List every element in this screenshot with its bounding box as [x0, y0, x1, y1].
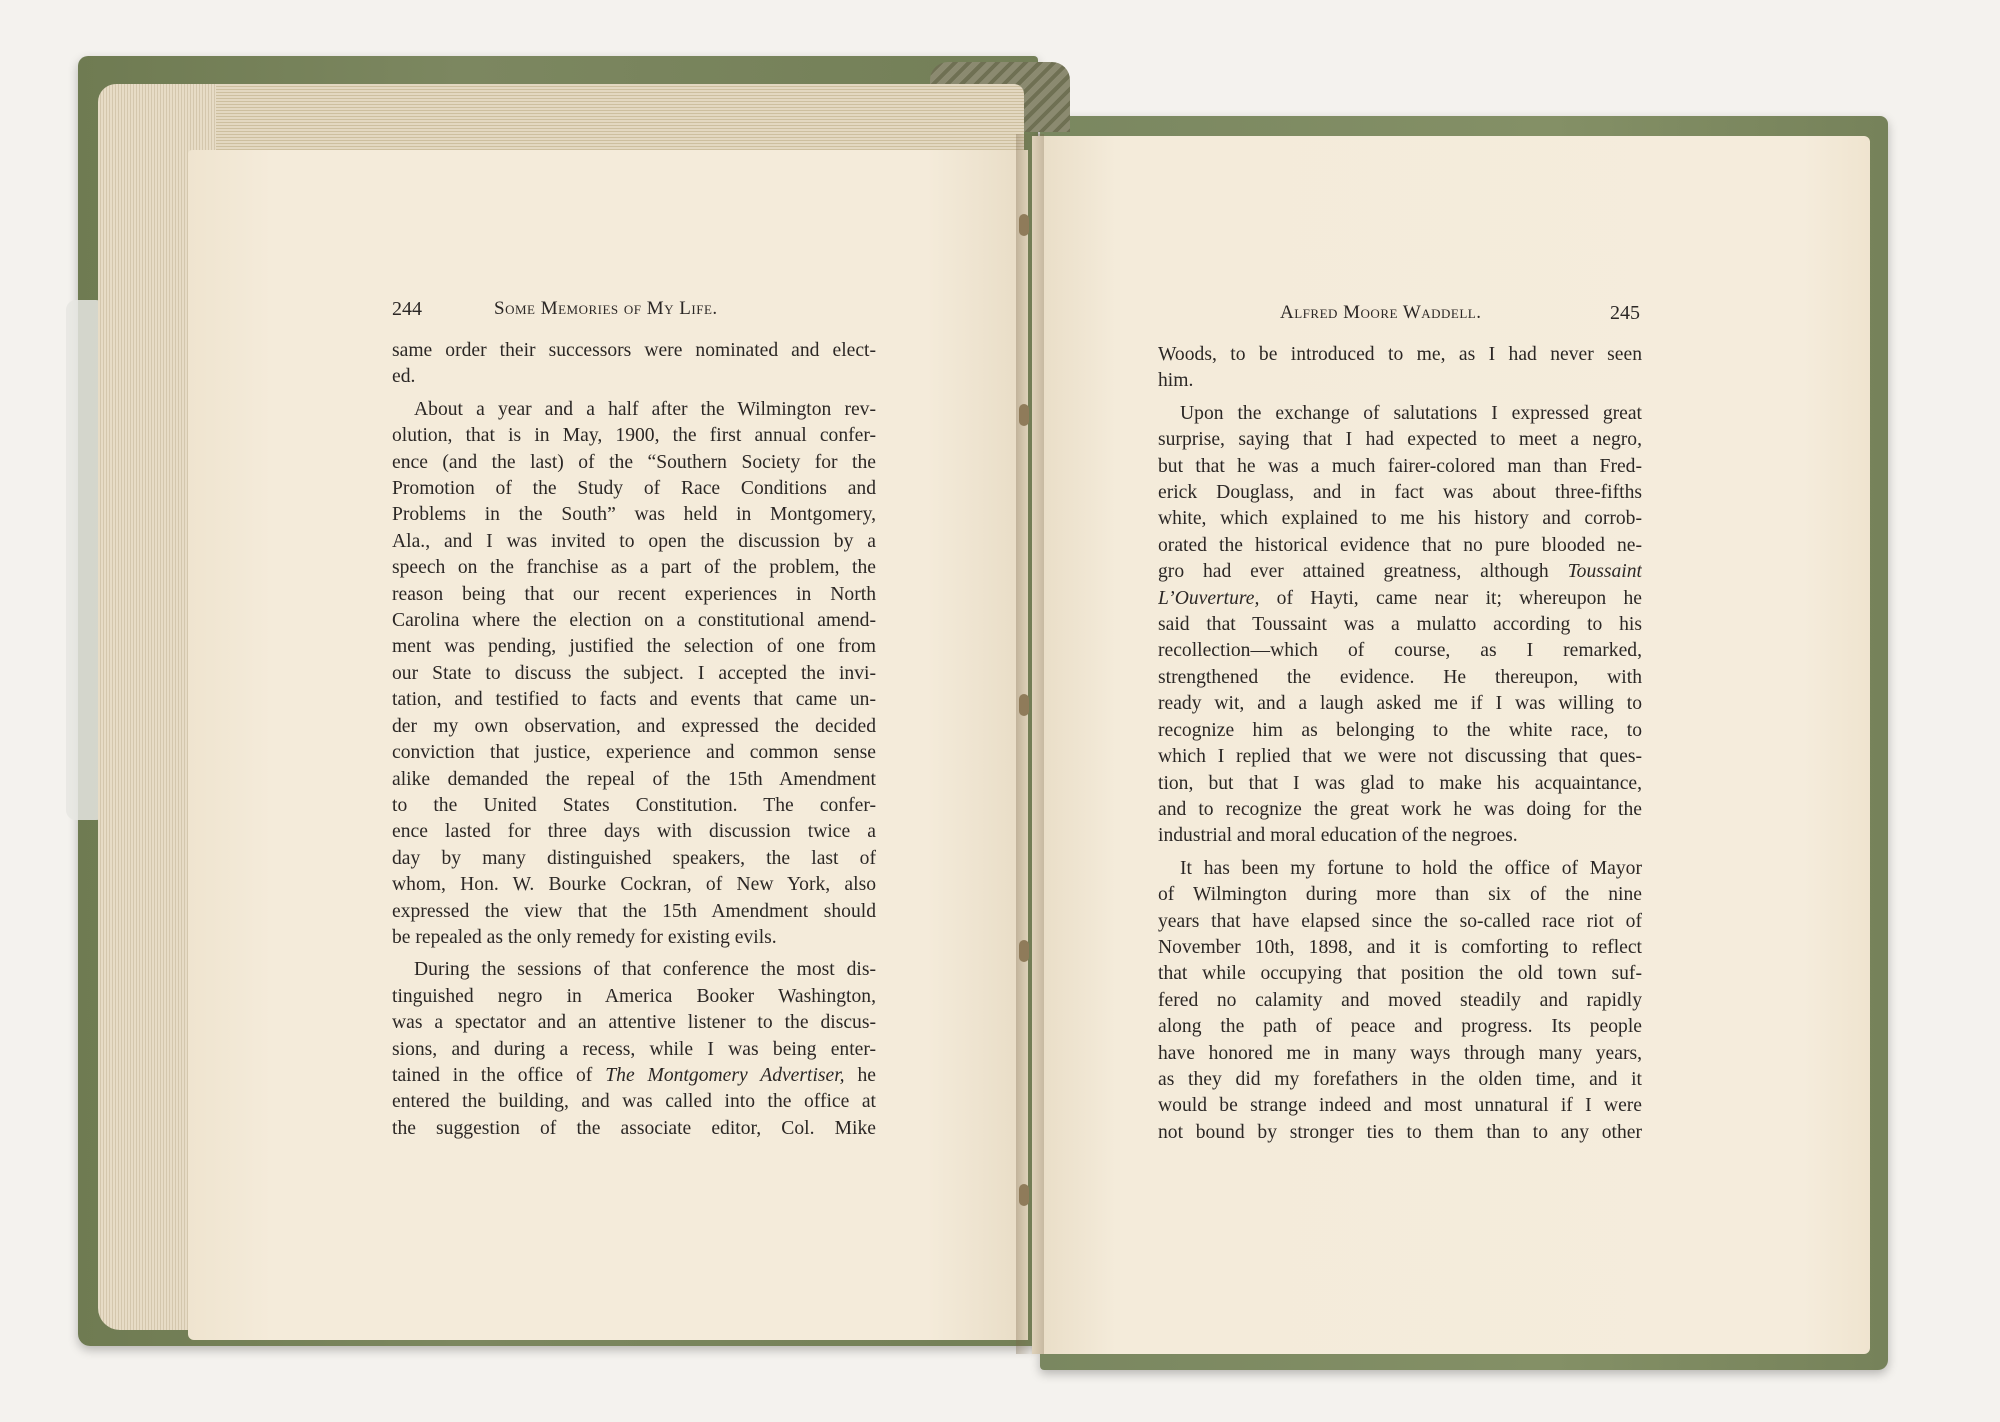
- text-line: fered no calamity and moved steadily and rapidly: [1158, 989, 1642, 1011]
- right-page: [1032, 136, 1870, 1354]
- text-line: years that have elapsed since the so-called race riot of: [1158, 910, 1642, 932]
- italic-title: Toussaint: [1567, 561, 1642, 583]
- text-line: alike demanded the repeal of the 15th Amendment: [392, 768, 876, 790]
- text-line: It has been my fortune to hold the office of Mayor: [1180, 857, 1642, 879]
- text-line: recognize him as belonging to the white race, to: [1158, 719, 1642, 741]
- text-line: erick Douglass, and in fact was about three-fifths: [1158, 482, 1642, 504]
- text-line: During the sessions of that conference the most dis-: [414, 959, 876, 981]
- text-line: not bound by stronger ties to them than to any other: [1158, 1121, 1642, 1143]
- italic-title: L’Ouverture,: [1158, 587, 1260, 609]
- text-line: [1158, 586, 1642, 612]
- text-line: was a spectator and an attentive listener to the discus-: [392, 1012, 876, 1034]
- text-line: tation, and testified to facts and events that came un-: [392, 689, 876, 711]
- text-line: as they did my forefathers in the olden time, and it: [1158, 1068, 1642, 1090]
- italic-title: The Montgomery Advertiser,: [605, 1064, 845, 1086]
- text-line: der my own observation, and expressed the decided: [392, 715, 876, 737]
- text-line: speech on the franchise as a part of the problem, the: [392, 557, 876, 579]
- text-line: ment was pending, justified the selection of one from: [392, 636, 876, 658]
- text-line: November 10th, 1898, and it is comforting to reflect: [1158, 936, 1642, 958]
- text-line: him.: [1158, 370, 1194, 392]
- text-run: tained in the office of: [392, 1064, 606, 1086]
- text-line: orated the historical evidence that no pure blooded ne-: [1158, 534, 1642, 556]
- text-line: tion, but that I was glad to make his acquaintance,: [1158, 772, 1642, 794]
- binding-stitch: [1019, 940, 1029, 962]
- text-line: Carolina where the election on a constitutional amend-: [392, 610, 876, 632]
- text-line: have honored me in many ways through many years,: [1158, 1042, 1642, 1064]
- text-line: whom, Hon. W. Bourke Cockran, of New York, also: [392, 874, 876, 896]
- text-line: of Wilmington during more than six of the nine: [1158, 884, 1642, 906]
- page-number: 245: [1610, 302, 1640, 324]
- text-line: the suggestion of the associate editor, Col. Mike: [392, 1117, 876, 1139]
- text-line: along the path of peace and progress. Its people: [1158, 1016, 1642, 1038]
- text-line: surprise, saying that I had expected to meet a negro,: [1158, 429, 1642, 451]
- text-line: conviction that justice, experience and common sense: [392, 742, 876, 764]
- text-line: Problems in the South” was held in Montgomery,: [392, 504, 876, 526]
- running-head: Alfred Moore Waddell.: [1280, 302, 1482, 323]
- text-line: [1158, 559, 1642, 585]
- text-line: our State to discuss the subject. I accepted the invi-: [392, 662, 876, 684]
- text-line: strengthened the evidence. He thereupon, with: [1158, 666, 1642, 688]
- text-line: ready wit, and a laugh asked me if I was willing to: [1158, 693, 1642, 715]
- text-line: white, which explained to me his history and corrob-: [1158, 508, 1642, 530]
- text-line: industrial and moral education of the negroes.: [1158, 825, 1518, 847]
- text-line: would be strange indeed and most unnatural if I were: [1158, 1095, 1642, 1117]
- binding-stitch: [1019, 214, 1029, 236]
- text-run: gro had ever attained greatness, although: [1158, 561, 1568, 583]
- text-line: be repealed as the only remedy for existing evils.: [392, 926, 777, 948]
- text-line: tinguished negro in America Booker Washington,: [392, 985, 876, 1007]
- text-run: of Hayti, came near it; whereupon he: [1259, 587, 1642, 609]
- text-line: Promotion of the Study of Race Conditions and: [392, 478, 876, 500]
- text-line: sions, and during a recess, while I was being enter-: [392, 1038, 876, 1060]
- text-line: same order their successors were nominated and elect-: [392, 340, 876, 361]
- page-number: 244: [392, 298, 422, 320]
- text-line: reason being that our recent experiences in North: [392, 583, 876, 605]
- text-line: said that Toussaint was a mulatto according to his: [1158, 614, 1642, 636]
- text-line: day by many distinguished speakers, the last of: [392, 847, 876, 869]
- text-line: to the United States Constitution. The confer-: [392, 794, 876, 816]
- text-line: ence lasted for three days with discussion twice a: [392, 821, 876, 843]
- left-page: [188, 150, 1028, 1340]
- text-line: [392, 1063, 876, 1089]
- text-line: expressed the view that the 15th Amendment should: [392, 900, 876, 922]
- body-text: [392, 338, 876, 1142]
- text-line: but that he was a much fairer-colored man than Fred-: [1158, 455, 1642, 477]
- text-line: Upon the exchange of salutations I expressed great: [1180, 402, 1642, 424]
- binding-stitch: [1019, 694, 1029, 716]
- text-line: ed.: [392, 366, 416, 388]
- running-head: Some Memories of My Life.: [494, 298, 718, 319]
- binding-stitch: [1019, 404, 1029, 426]
- text-run: he: [844, 1064, 876, 1086]
- text-line: that while occupying that position the old town suf-: [1158, 963, 1642, 985]
- text-line: Ala., and I was invited to open the discussion by a: [392, 530, 876, 552]
- text-line: recollection—which of course, as I remarked,: [1158, 640, 1642, 662]
- text-line: Woods, to be introduced to me, as I had never seen: [1158, 344, 1642, 365]
- book-gutter: [1016, 134, 1044, 1354]
- text-line: ence (and the last) of the “Southern Society for the: [392, 451, 876, 473]
- binding-stitch: [1019, 1184, 1029, 1206]
- text-line: About a year and a half after the Wilmington rev-: [414, 398, 876, 420]
- text-line: entered the building, and was called into the office at: [392, 1091, 876, 1113]
- body-text: [1158, 342, 1642, 1146]
- text-line: which I replied that we were not discussing that ques-: [1158, 746, 1642, 768]
- text-line: and to recognize the great work he was doing for the: [1158, 798, 1642, 820]
- text-line: olution, that is in May, 1900, the first annual confer-: [392, 425, 876, 447]
